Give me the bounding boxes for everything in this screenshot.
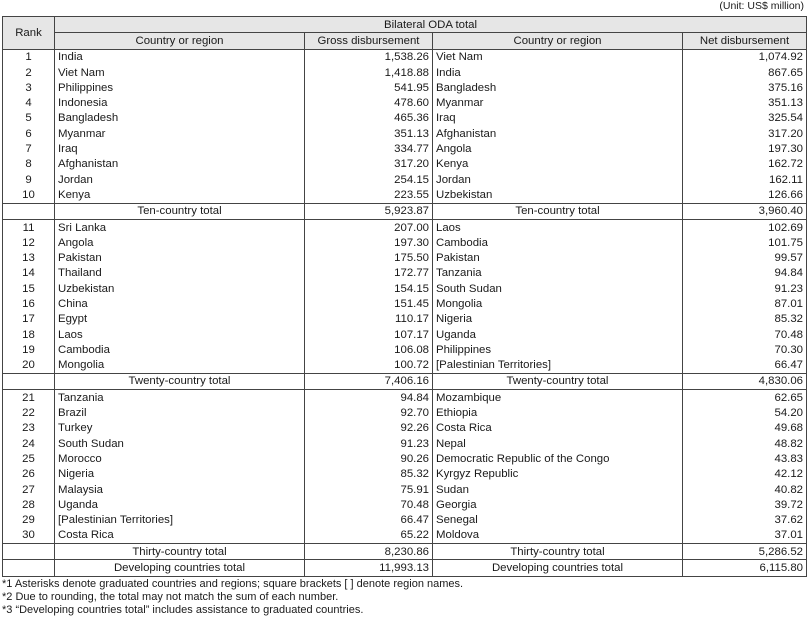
gross-country-cell: Laos (55, 327, 305, 342)
gross-value-cell: 334.77 (305, 141, 433, 156)
gross-value-cell: 66.47 (305, 513, 433, 528)
net-value-cell: 66.47 (683, 358, 807, 374)
gross-country-cell: Turkey (55, 421, 305, 436)
table-row (3, 358, 807, 374)
table-row (3, 235, 807, 250)
rank-cell: 12 (3, 235, 55, 250)
net-value-cell: 37.01 (683, 528, 807, 544)
table-row (3, 126, 807, 141)
table-row (3, 157, 807, 172)
net-country-cell: Nigeria (433, 312, 683, 327)
country-header-net: Country or region (433, 33, 683, 49)
rank-cell: 27 (3, 482, 55, 497)
gross-country-cell: Cambodia (55, 342, 305, 357)
rank-cell-empty (3, 373, 55, 389)
gross-value-cell: 107.17 (305, 327, 433, 342)
table-row (3, 390, 807, 406)
net-value-cell: 101.75 (683, 235, 807, 250)
gross-country-cell: Angola (55, 235, 305, 250)
table-row (3, 342, 807, 357)
rank-cell: 11 (3, 219, 55, 235)
gross-value-cell: 154.15 (305, 281, 433, 296)
subtotal-row-twenty (3, 373, 807, 389)
net-disbursement-header: Net disbursement (683, 33, 807, 49)
subtotal-value-gross: 7,406.16 (305, 373, 433, 389)
subtotal-value-gross: 8,230.86 (305, 544, 433, 560)
net-country-cell: Georgia (433, 497, 683, 512)
table-row (3, 219, 807, 235)
gross-value-cell: 1,538.26 (305, 49, 433, 65)
net-country-cell: Iraq (433, 111, 683, 126)
net-country-cell: Moldova (433, 528, 683, 544)
table-row (3, 451, 807, 466)
net-country-cell: Kenya (433, 157, 683, 172)
gross-value-cell: 90.26 (305, 451, 433, 466)
gross-country-cell: Uganda (55, 497, 305, 512)
rank-cell: 1 (3, 49, 55, 65)
gross-value-cell: 175.50 (305, 250, 433, 265)
subtotal-label-gross: Ten-country total (55, 203, 305, 219)
subtotal-label-gross: Twenty-country total (55, 373, 305, 389)
net-country-cell: Uganda (433, 327, 683, 342)
rank-cell: 24 (3, 436, 55, 451)
net-country-cell: Jordan (433, 172, 683, 187)
gross-country-cell: China (55, 296, 305, 311)
net-country-cell: Afghanistan (433, 126, 683, 141)
gross-country-cell: Jordan (55, 172, 305, 187)
subtotal-label-net: Developing countries total (433, 560, 683, 576)
rank-cell: 4 (3, 95, 55, 110)
table-row (3, 95, 807, 110)
subtotal-value-net: 6,115.80 (683, 560, 807, 576)
net-country-cell: Ethiopia (433, 405, 683, 420)
gross-value-cell: 478.60 (305, 95, 433, 110)
subtotal-row-ten (3, 203, 807, 219)
rank-cell: 29 (3, 513, 55, 528)
rank-cell-empty (3, 544, 55, 560)
subtotal-label-net: Thirty-country total (433, 544, 683, 560)
rank-cell-empty (3, 203, 55, 219)
gross-value-cell: 151.45 (305, 296, 433, 311)
net-value-cell: 43.83 (683, 451, 807, 466)
net-value-cell: 42.12 (683, 467, 807, 482)
gross-value-cell: 85.32 (305, 467, 433, 482)
footnote: *1 Asterisks denote graduated countries and regions; square brackets [ ] denote region names. (2, 578, 464, 590)
table-row (3, 296, 807, 311)
gross-country-cell: Philippines (55, 80, 305, 95)
net-country-cell: Kyrgyz Republic (433, 467, 683, 482)
table-body (3, 49, 807, 576)
net-value-cell: 70.30 (683, 342, 807, 357)
rank-cell: 7 (3, 141, 55, 156)
rank-cell: 8 (3, 157, 55, 172)
gross-country-cell: Morocco (55, 451, 305, 466)
gross-country-cell: Iraq (55, 141, 305, 156)
net-value-cell: 351.13 (683, 95, 807, 110)
gross-value-cell: 65.22 (305, 528, 433, 544)
gross-country-cell: Thailand (55, 266, 305, 281)
footnote: *2 Due to rounding, the total may not match the sum of each number. (2, 591, 339, 603)
gross-value-cell: 92.70 (305, 405, 433, 420)
gross-value-cell: 1,418.88 (305, 65, 433, 80)
net-value-cell: 162.11 (683, 172, 807, 187)
subtotal-value-net: 3,960.40 (683, 203, 807, 219)
subtotal-label-net: Twenty-country total (433, 373, 683, 389)
gross-value-cell: 465.36 (305, 111, 433, 126)
table-row (3, 405, 807, 420)
net-value-cell: 49.68 (683, 421, 807, 436)
gross-country-cell: Bangladesh (55, 111, 305, 126)
oda-ranking-table (2, 16, 807, 577)
net-value-cell: 40.82 (683, 482, 807, 497)
rank-header: Rank (3, 17, 55, 50)
gross-country-cell: Uzbekistan (55, 281, 305, 296)
gross-country-cell: Costa Rica (55, 528, 305, 544)
net-country-cell: Viet Nam (433, 49, 683, 65)
gross-country-cell: Nigeria (55, 467, 305, 482)
net-value-cell: 39.72 (683, 497, 807, 512)
rank-cell: 23 (3, 421, 55, 436)
rank-cell: 20 (3, 358, 55, 374)
net-value-cell: 126.66 (683, 187, 807, 203)
gross-value-cell: 351.13 (305, 126, 433, 141)
table-row (3, 49, 807, 65)
net-country-cell: Angola (433, 141, 683, 156)
rank-cell: 16 (3, 296, 55, 311)
rank-cell-empty (3, 560, 55, 576)
table-row (3, 266, 807, 281)
gross-value-cell: 223.55 (305, 187, 433, 203)
rank-cell: 3 (3, 80, 55, 95)
subtotal-label-gross: Developing countries total (55, 560, 305, 576)
gross-value-cell: 75.91 (305, 482, 433, 497)
gross-value-cell: 172.77 (305, 266, 433, 281)
subtotal-row-thirty (3, 544, 807, 560)
table-row (3, 327, 807, 342)
net-country-cell: Mozambique (433, 390, 683, 406)
net-country-cell: [Palestinian Territories] (433, 358, 683, 374)
net-country-cell: Myanmar (433, 95, 683, 110)
footnotes (2, 578, 463, 617)
gross-country-cell: Myanmar (55, 126, 305, 141)
table-row (3, 187, 807, 203)
table-row (3, 250, 807, 265)
gross-value-cell: 100.72 (305, 358, 433, 374)
subtotal-label-net: Ten-country total (433, 203, 683, 219)
rank-cell: 10 (3, 187, 55, 203)
table-row (3, 80, 807, 95)
net-value-cell: 54.20 (683, 405, 807, 420)
country-header-gross: Country or region (55, 33, 305, 49)
gross-country-cell: India (55, 49, 305, 65)
rank-cell: 28 (3, 497, 55, 512)
net-value-cell: 94.84 (683, 266, 807, 281)
rank-cell: 18 (3, 327, 55, 342)
gross-country-cell: Tanzania (55, 390, 305, 406)
net-country-cell: Sudan (433, 482, 683, 497)
gross-disbursement-header: Gross disbursement (305, 33, 433, 49)
table-row (3, 312, 807, 327)
net-value-cell: 197.30 (683, 141, 807, 156)
subtotal-label-gross: Thirty-country total (55, 544, 305, 560)
gross-value-cell: 91.23 (305, 436, 433, 451)
net-value-cell: 37.62 (683, 513, 807, 528)
subtotal-value-net: 5,286.52 (683, 544, 807, 560)
rank-cell: 9 (3, 172, 55, 187)
gross-value-cell: 197.30 (305, 235, 433, 250)
net-value-cell: 162.72 (683, 157, 807, 172)
bilateral-oda-header: Bilateral ODA total (55, 17, 807, 33)
table-row (3, 436, 807, 451)
table-row (3, 513, 807, 528)
net-country-cell: Philippines (433, 342, 683, 357)
table-row (3, 65, 807, 80)
gross-value-cell: 110.17 (305, 312, 433, 327)
net-country-cell: Democratic Republic of the Congo (433, 451, 683, 466)
gross-country-cell: Sri Lanka (55, 219, 305, 235)
rank-cell: 19 (3, 342, 55, 357)
net-value-cell: 48.82 (683, 436, 807, 451)
rank-cell: 21 (3, 390, 55, 406)
table-row (3, 421, 807, 436)
net-country-cell: Laos (433, 219, 683, 235)
net-country-cell: Tanzania (433, 266, 683, 281)
rank-cell: 6 (3, 126, 55, 141)
gross-country-cell: South Sudan (55, 436, 305, 451)
gross-value-cell: 254.15 (305, 172, 433, 187)
subtotal-value-net: 4,830.06 (683, 373, 807, 389)
footnote: *3 “Developing countries total” includes assistance to graduated countries. (2, 604, 364, 616)
rank-cell: 17 (3, 312, 55, 327)
rank-cell: 22 (3, 405, 55, 420)
net-value-cell: 99.57 (683, 250, 807, 265)
net-value-cell: 62.65 (683, 390, 807, 406)
table-row (3, 281, 807, 296)
rank-cell: 15 (3, 281, 55, 296)
table-row (3, 467, 807, 482)
net-country-cell: Pakistan (433, 250, 683, 265)
net-country-cell: South Sudan (433, 281, 683, 296)
gross-value-cell: 541.95 (305, 80, 433, 95)
table-row (3, 111, 807, 126)
table-row (3, 482, 807, 497)
gross-country-cell: Brazil (55, 405, 305, 420)
rank-cell: 13 (3, 250, 55, 265)
net-country-cell: Bangladesh (433, 80, 683, 95)
net-country-cell: Cambodia (433, 235, 683, 250)
gross-value-cell: 317.20 (305, 157, 433, 172)
net-value-cell: 85.32 (683, 312, 807, 327)
net-value-cell: 325.54 (683, 111, 807, 126)
net-value-cell: 70.48 (683, 327, 807, 342)
rank-cell: 2 (3, 65, 55, 80)
rank-cell: 26 (3, 467, 55, 482)
gross-country-cell: Mongolia (55, 358, 305, 374)
net-country-cell: Mongolia (433, 296, 683, 311)
gross-country-cell: Kenya (55, 187, 305, 203)
table-row (3, 141, 807, 156)
net-value-cell: 317.20 (683, 126, 807, 141)
gross-country-cell: Indonesia (55, 95, 305, 110)
net-country-cell: Nepal (433, 436, 683, 451)
gross-country-cell: Afghanistan (55, 157, 305, 172)
rank-cell: 25 (3, 451, 55, 466)
net-value-cell: 102.69 (683, 219, 807, 235)
net-value-cell: 375.16 (683, 80, 807, 95)
net-value-cell: 1,074.92 (683, 49, 807, 65)
subtotal-value-gross: 5,923.87 (305, 203, 433, 219)
net-value-cell: 91.23 (683, 281, 807, 296)
gross-country-cell: [Palestinian Territories] (55, 513, 305, 528)
gross-value-cell: 94.84 (305, 390, 433, 406)
subtotal-row-developing (3, 560, 807, 576)
gross-value-cell: 207.00 (305, 219, 433, 235)
net-country-cell: Uzbekistan (433, 187, 683, 203)
subtotal-value-gross: 11,993.13 (305, 560, 433, 576)
rank-cell: 5 (3, 111, 55, 126)
rank-cell: 30 (3, 528, 55, 544)
unit-label: (Unit: US$ million) (719, 0, 804, 12)
gross-country-cell: Pakistan (55, 250, 305, 265)
gross-value-cell: 70.48 (305, 497, 433, 512)
net-value-cell: 87.01 (683, 296, 807, 311)
net-country-cell: Senegal (433, 513, 683, 528)
net-country-cell: India (433, 65, 683, 80)
gross-country-cell: Egypt (55, 312, 305, 327)
net-country-cell: Costa Rica (433, 421, 683, 436)
rank-cell: 14 (3, 266, 55, 281)
table-row (3, 172, 807, 187)
gross-country-cell: Viet Nam (55, 65, 305, 80)
gross-value-cell: 92.26 (305, 421, 433, 436)
gross-value-cell: 106.08 (305, 342, 433, 357)
gross-country-cell: Malaysia (55, 482, 305, 497)
table-row (3, 528, 807, 544)
net-value-cell: 867.65 (683, 65, 807, 80)
table-row (3, 497, 807, 512)
